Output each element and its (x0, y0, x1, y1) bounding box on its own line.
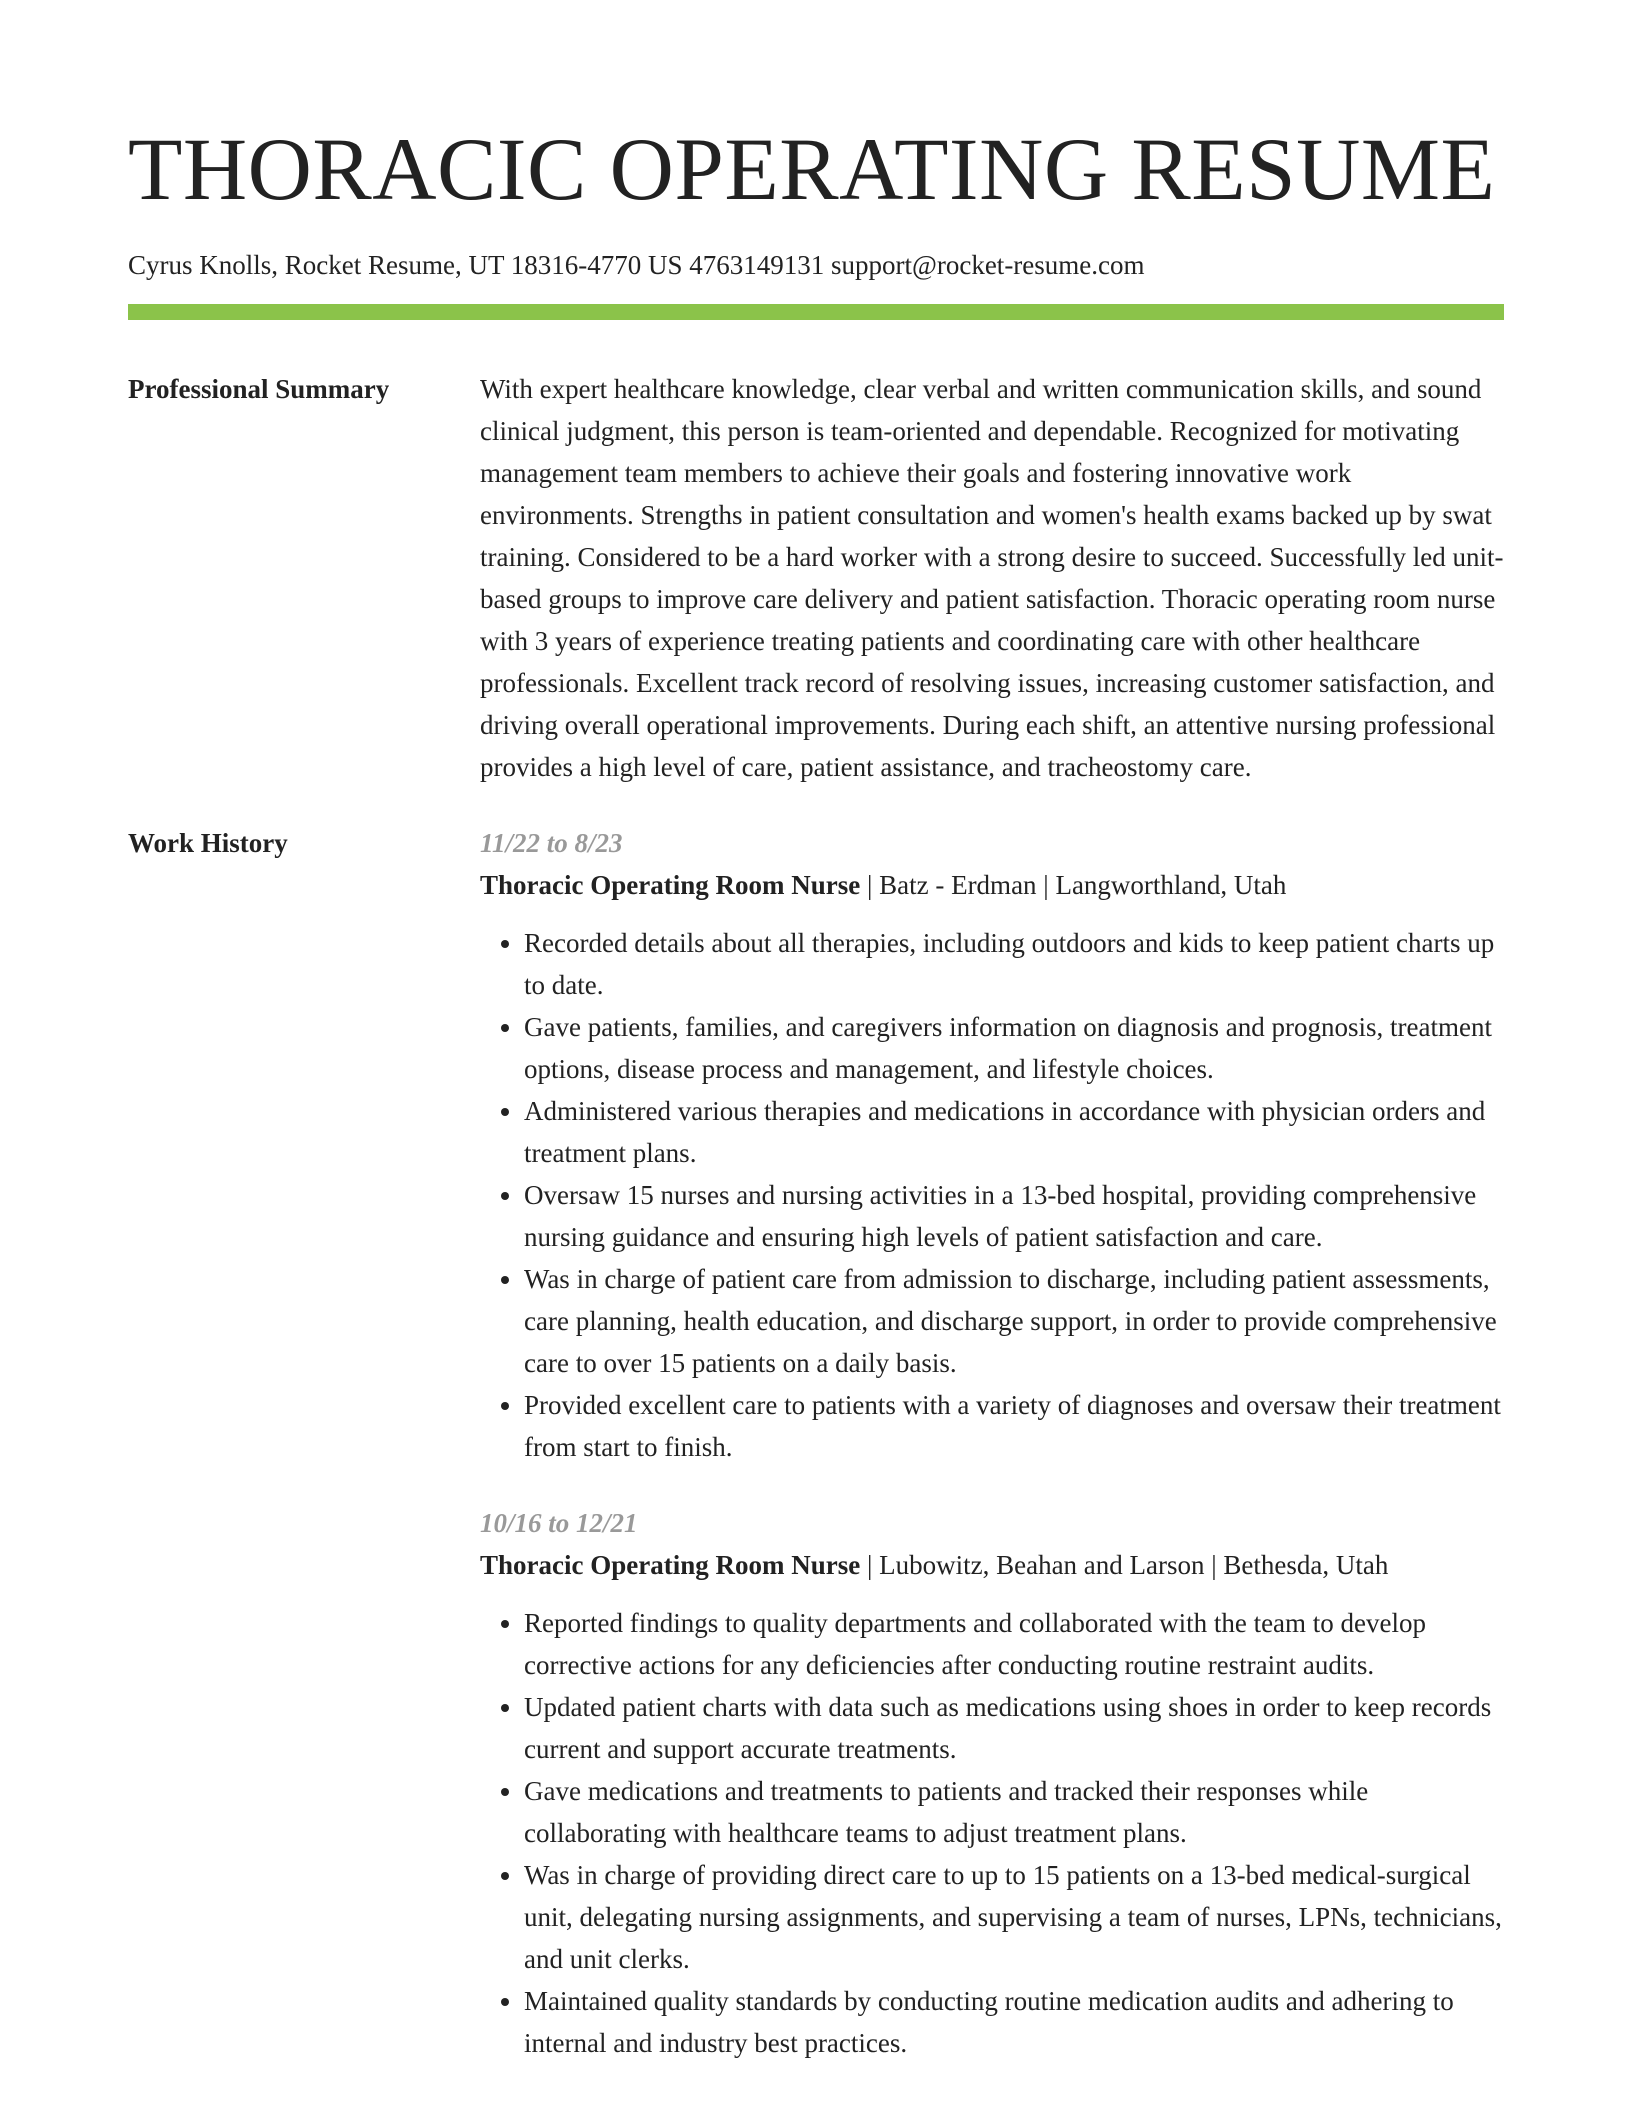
job-dates: 10/16 to 12/21 (480, 1508, 638, 1538)
list-item: • Gave medications and treatments to patients and tracked their responses while collaborating with healthcare teams to adjust treatment plans. (524, 1770, 1504, 1854)
work-history-body (480, 822, 1504, 2064)
job-bullets (480, 1602, 1504, 2064)
list-item: • Was in charge of patient care from admission to discharge, including patient assessments, care planning, health education, and discharge support, in order to provide comprehensive care to over 15 patients on a daily basis. (524, 1258, 1504, 1384)
job-heading (480, 1544, 1504, 1586)
work-history-section (128, 822, 1504, 2064)
section-label-work-history: Work History (128, 828, 288, 858)
list-item: • Administered various therapies and medications in accordance with physician orders and treatment plans. (524, 1090, 1504, 1174)
summary-text: With expert healthcare knowledge, clear verbal and written communication skills, and sound clinical judgment, this person is team-oriented and dependable. Recognized for motivating management team members to achieve their goals and fostering innovative work environments. Strengths in patient consultation and women's health exams backed up by swat training. Considered to be a hard worker with a strong desire to succeed. Successfully led unit-based groups to improve care delivery and patient satisfaction. Thoracic operating room nurse with 3 years of experience treating patients and coordinating care with other healthcare professionals. Excellent track record of resolving issues, increasing customer satisfaction, and driving overall operational improvements. During each shift, an attentive nursing professional provides a high level of care, patient assistance, and tracheostomy care. (480, 374, 1504, 782)
contact-line: Cyrus Knolls, Rocket Resume, UT 18316-4770 US 4763149131 support@rocket-resume.com (128, 250, 1145, 280)
summary-body (480, 368, 1504, 788)
list-item: • Oversaw 15 nurses and nursing activities in a 13-bed hospital, providing comprehensive nursing guidance and ensuring high levels of patient satisfaction and care. (524, 1174, 1504, 1258)
job-title: Thoracic Operating Room Nurse (480, 870, 861, 900)
header-divider (128, 304, 1504, 320)
list-item: • Gave patients, families, and caregivers information on diagnosis and prognosis, treatment options, disease process and management, and lifestyle choices. (524, 1006, 1504, 1090)
section-label-professional-summary: Professional Summary (128, 374, 390, 404)
job-heading (480, 864, 1504, 906)
job-employer-location: | Lubowitz, Beahan and Larson | Bethesda, Utah (860, 1550, 1389, 1580)
job-dates: 11/22 to 8/23 (480, 828, 623, 858)
professional-summary-section (128, 368, 1504, 788)
job-entry (480, 822, 1504, 1468)
list-item: • Updated patient charts with data such as medications using shoes in order to keep records current and support accurate treatments. (524, 1686, 1504, 1770)
job-bullets (480, 922, 1504, 1468)
list-item: • Maintained quality standards by conducting routine medication audits and adhering to internal and industry best practices. (524, 1980, 1504, 2064)
resume-title: THORACIC OPERATING RESUME (128, 121, 1496, 219)
job-employer-location: | Batz - Erdman | Langworthland, Utah (860, 870, 1287, 900)
list-item: • Reported findings to quality departments and collaborated with the team to develop corrective actions for any deficiencies after conducting routine restraint audits. (524, 1602, 1504, 1686)
list-item: • Provided excellent care to patients with a variety of diagnoses and oversaw their treatment from start to finish. (524, 1384, 1504, 1468)
list-item: • Recorded details about all therapies, including outdoors and kids to keep patient charts up to date. (524, 922, 1504, 1006)
list-item: • Was in charge of providing direct care to up to 15 patients on a 13-bed medical-surgical unit, delegating nursing assignments, and supervising a team of nurses, LPNs, technicians, and unit clerks. (524, 1854, 1504, 1980)
job-entry (480, 1502, 1504, 2064)
resume-page (128, 120, 1504, 2064)
job-title: Thoracic Operating Room Nurse (480, 1550, 861, 1580)
